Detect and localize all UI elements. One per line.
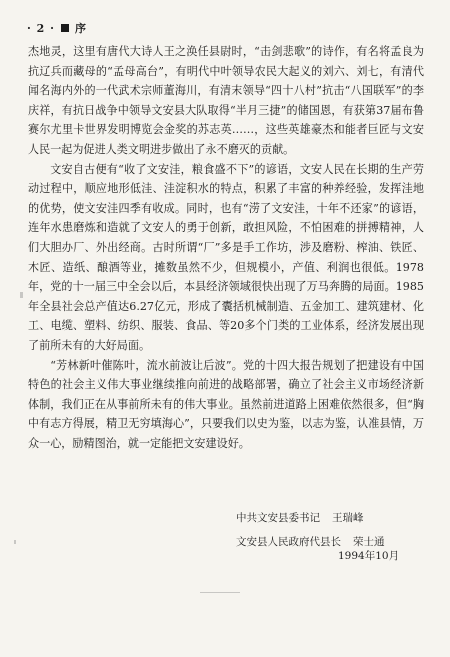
signer-name: 荣士通 xyxy=(353,536,385,548)
document-date: 1994年10月 xyxy=(338,550,400,562)
scan-speck xyxy=(200,592,240,593)
page-header xyxy=(27,20,87,36)
square-bullet-icon xyxy=(61,24,69,32)
body-text xyxy=(28,42,424,453)
scan-speck xyxy=(20,292,23,298)
paragraph-2: 文安自古便有“收了文安洼，粮食盛不下”的谚语，文安人民在长期的生产劳动过程中，顺应地形低洼、洼淀积水的特点，积累了丰富的种养经验，发挥洼地的优势，使文安洼四季有收成。同时，也有“涝了文安洼，十年不还家”的谚语，连年水患磨炼和造就了文安人的勇于创新，敢担风险，不怕困难的拼搏精神，人们大胆办厂、外出经商。古时所谓“厂”多是手工作坊，涉及磨粉、榨油、铁匠、木匠、造纸、酿酒等业，摊数虽然不少，但规模小，产值、利润也很低。1978年，党的十一届三中全会以后，本县经济领域很快出现了万马奔腾的局面。1985年全县社会总产值达6.27亿元，形成了囊括机械制造、五金加工、建筑建材、化工、电缆、塑料、纺织、服装、食品、等20多个门类的工业体系，经济发展出现了前所未有的大好局面。 xyxy=(28,162,424,352)
page-number: · 2 · xyxy=(27,21,55,35)
signer-title: 文安县人民政府代县长 xyxy=(236,536,341,548)
paragraph-1: 杰地灵，这里有唐代大诗人王之涣任县尉时，“击剑悲歌”的诗作，有名将孟良为抗辽兵而藏母的“孟母高台”，有明代中叶领导农民大起义的刘六、刘七，有清代闻名海内外的一代武术宗师董海川，有清末领导“四十八村”抗击“八国联军”的李庆祥，有抗日战争中领导文安县大队取得“半月三捷”的储国恩，有获第37届布鲁赛尔尤里卡世界发明博览会金奖的苏志英……，这些英雄豪杰和能者巨匠与文安人民一起为促进人类文明进步做出了永不磨灭的贡献。 xyxy=(28,45,424,156)
signer-name: 王瑞峰 xyxy=(332,512,364,524)
signer-title: 中共文安县委书记 xyxy=(236,512,320,524)
scan-speck xyxy=(14,540,16,544)
section-title: 序 xyxy=(74,22,87,35)
paragraph-3: “芳林新叶催陈叶，流水前波让后波”。党的十四大报告规划了把建设有中国特色的社会主义伟大事业继续推向前进的战略部署，确立了社会主义市场经济新体制，我们正在从事前所未有的伟大事业。虽然前进道路上困难依然很多，但“胸中有志方得展，精卫无穷填海心”，只要我们以史为鉴，以志为鉴，认准县情，万众一心，励精图治，就一定能把文安建设好。 xyxy=(28,358,424,450)
signature-block xyxy=(236,506,385,554)
signature-line-1 xyxy=(236,506,385,530)
